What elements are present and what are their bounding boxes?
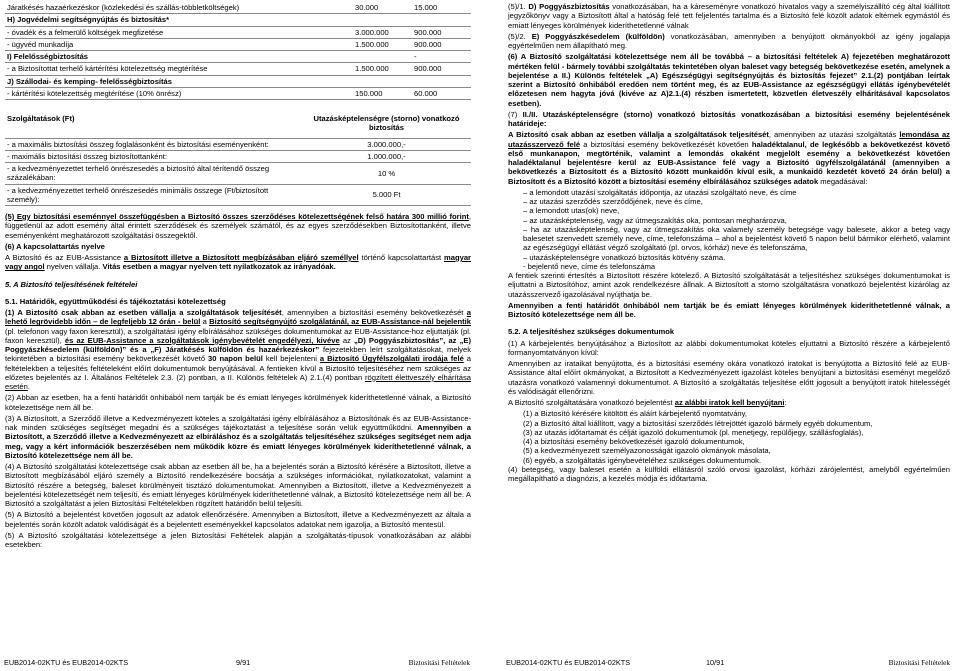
r-para-claims-2: Amennyiben az irataikat benyújtotta, és a biztosítási esemény okára vonatkozó iratokat is benyújtotta a Biztosító felé az EUB-Assistance által előírt okmányokat, a Biztosított a Kedvezményezett igazolást köteles benyújtani a biztosítási eseményt megelőző utazásra vonatkozó valamennyi dokumentumot. A Biztosító a szolgáltatás teljesítése előtt jogosult a benyújtott iratok hitelességét és valódiságát ellenőrizni. (508, 359, 950, 396)
service-row (5, 138, 471, 150)
list-item: – a lemondott utas(ok) neve, (523, 206, 620, 216)
fee-value: - (412, 51, 471, 63)
fee-label: - ügyvéd munkadíja (5, 38, 353, 50)
fee-label: - óvadék és a felmerülő költségek megfizetése (5, 26, 353, 38)
fee-value: 30.000 (353, 2, 412, 14)
footer-page-number: 9/91 (236, 658, 251, 667)
r-para-notice: A fentiek szerinti értesítés a Biztosított részére kötelező. A Biztosító szolgáltatását a teljesítéshez szükséges dokumentumokat is eljuttatni a Biztosítóhoz, amint azok rendelkezésre állnak. A Biztosított a storno szolgáltatásra vonatkozó bejelentést kizárólag az utazásszervező igazolásával nyújthatja be. (508, 271, 950, 299)
r-para-6: (6) A Biztosító szolgáltatási kötelezettsége nem áll be továbbá – a biztosítási feltételek A) fejezetében meghatározott mértéken felül - bármely további szolgáltatás tekintetében olyan baleset vagy betegség bekövetkezése esetén, amelynek a bejelentése a II.) Különös feltételek „A) Egészségügyi segítségnyújtás és biztosítás fejezet” 2.1.(2) pontjában leírtak szerint a Biztosító önhibából eredően nem történt meg, és az EUB-Assistance az egészségügyi ellátás igénybevételét előzetesen nem hagyta jóvá (kivéve az A)2.1.(4) részben ismertetett, közvetlen életveszély elhárításával kapcsolatos esetben). (508, 52, 950, 108)
footer-doc-id: EUB2014-02KTU és EUB2014-02KTS (506, 658, 631, 667)
list-item: – ha az utazásképtelenség, vagy az útmegszakítás oka valamely személy betegsége vagy balesete, akkor a beteg vagy balesetet szenvedett személy neve, címe, telefonszáma – ahol a bejelentést követő 5 napon belül bármikor elérhető, valamint az egészségügyi ellátást végző szolgáltató (pl. orvos, kórház) neve és telefonszáma, (523, 224, 950, 253)
r-para-claims: (1) A kárbejelentés benyújtásához a Biztosított az alábbi dokumentumokat köteles eljuttatni a Biztosító részére a kárbejelentő formanyomtatványon kívül: (508, 338, 950, 357)
fee-value: 1.500.000 (353, 63, 412, 75)
fee-table (5, 2, 471, 100)
r-list (508, 188, 950, 271)
fee-label: J) Szállodai- és kemping- felelősségbiztosítás (5, 75, 353, 87)
fee-row (5, 75, 471, 87)
left-footer (0, 659, 480, 669)
paragraph-1: (1) A Biztosító csak abban az esetben vállalja a szolgáltatások teljesítését, amennyiben a biztosítási esemény bekövetkezését a lehető legrövidebb időn – de legfeljebb 12 órán - belül a Biztosító segítségnyújtó szolgálatánál, az EUB-Assistance-nál bejelentik (pl. telefonon vagy faxon keresztül), a szolgáltatási igény elbírálásához szükséges dokumentumokat az EUB-Assistance-hoz eljuttatják (pl. faxon keresztül), és az EUB-Assistance a szolgáltatások igénybevételét engedélyezi, kivéve az „D) Poggyászbiztosítás”, az „E) Poggyászkésedelem (külföldön)” és a „F) Járatkésés külföldön és hazaérkezéskor” fejezetekben leírt szolgáltatásokat, melyek tekintetében a biztosítási esemény bekövetkezését követő 30 napon belül kell bejelenteni a Biztosító Ügyfélszolgálati irodája felé a feltételekben a teljesítés feltételeként előírt dokumentumok benyújtásával. A fentieken kívül a Biztosító teljesítéséhez nem szükséges az előzetes bejelentés az I. Általános Feltételek 2.3. (2) pontban, a II. Különös feltételek A) 2.1.(4) pontban rögzített élettveszély elhárítása esetén. (5, 308, 471, 391)
r-para-7: (7) II./II. Utazásképtelenségre (storno) vonatkozó biztosítás vonatkozásában a biztosítási esemény bejelentésének határideje: (508, 109, 950, 128)
service-row (5, 184, 471, 206)
fee-value: 15.000 (412, 2, 471, 14)
service-table-head-left: Szolgáltatások (Ft) (5, 112, 302, 138)
service-value: 1.000.000,- (302, 150, 471, 162)
r-para-5-2: (5)/2. E) Poggyászkésedelem (külföldön) vonatkozásában, amennyiben a benyújtott okmányokból az igény jogalapja egyértelműen nem állapítható meg. (508, 31, 950, 50)
list-item: (3) az utazás időtartamát és célját igazoló dokumentumok (pl. menetjegy, repülőjegy, szállásfoglalás), (523, 427, 864, 437)
fee-row (5, 87, 471, 99)
service-value: 5.000 Ft (302, 184, 471, 206)
service-value: 3.000.000,- (302, 138, 471, 150)
fee-value: 900.000 (412, 63, 471, 75)
fee-label: I) Felelősségbiztosítás (5, 51, 353, 63)
list-item: – az utazásképtelenség, vagy az útmegszakítás oka, pontosan megharározva, (523, 215, 787, 225)
fee-value: 150.000 (353, 87, 412, 99)
r-para-7-body: A Biztosító csak abban az esetben vállalja a szolgáltatások teljesítését, amennyiben az utazási szolgáltatás lemondása az utazásszervező felé a biztosítási esemény bekövetkezését követően haladéktalanul, de legkésőbb a bekövetkezést követő első munkanapon, megtörténik, valamint a lemondás okaként megjelölt esemény a bekövetkezést követően haladéktalanul bejelentésre kerül az EUB-Assistance felé vagy a Biztosító ügyfélszolgálatánál (amennyiben a bekövetkezés a Biztosított és a Biztosító között munkaidőn kívül esik, a munkaidő kezdetét követő 24 órán belül) a Biztosított és a Biztosító között a biztosítási esemény elbírálásához szükséges adatok megadásával: (508, 130, 950, 186)
service-label: - maximális biztosítási összeg biztosítottanként: (5, 150, 302, 162)
r-list-2 (508, 409, 950, 465)
fee-row (5, 26, 471, 38)
service-value: 10 % (302, 163, 471, 185)
list-item: (4) a biztosítási esemény bekövetkezését igazoló dokumentumok, (523, 437, 745, 446)
r-para-5-1: (5)/1. D) Poggyászbiztosítás vonatkozásában, ha a káreseményre vonatkozó hivatalos vagy a személyiszállító cég által kiállított jegyzőkönyv vagy a Biztosított által a hatóság felé tett feljelentés tartalma és a Biztosító felé közölt adatok eltérnek egymástól és emiatt lényeges körülmények kideríthetetlenné válnak (508, 2, 950, 30)
footer-title: Biztosítási Feltételek (888, 658, 950, 667)
fee-value (353, 51, 412, 63)
fee-value (412, 75, 471, 87)
fee-value (353, 75, 412, 87)
list-item: – az utazási szerződés szerződőjének, neve és címe, (523, 197, 703, 206)
paragraph-6-title: (6) A kapcsolattartás nyelve (5, 241, 105, 251)
list-item: (1) a Biztosító kérésére kitöltött és aláírt kárbejelentő nyomtatvány, (523, 409, 747, 419)
footer-title: Biztosítási Feltételek (408, 658, 470, 667)
fee-value: 900.000 (412, 38, 471, 50)
section-5-heading: 5. A Biztosító teljesítésének feltételei (5, 279, 138, 289)
fee-row (5, 14, 471, 26)
service-label: - a kedvezményezettet terhelő önrészesedés a biztosító által térítendő összeg százalékában: (5, 163, 302, 185)
fee-value: 3.000.000 (353, 26, 412, 38)
paragraph-5: (5) Egy biztosítási eseménnyel összefüggésben a Biztosító összes szerződéses kötelezettségének felső határa 300 millió forint, függetlenül az adott esemény által érintett szerződések és személyek számától, és az egyes szerződésekben Biztosítottanként, illetve eseményenként meghatározott szolgáltatási összegektől. (5, 212, 471, 240)
paragraph-3: (3) A Biztosított, a Szerződő illetve a Kedvezményezett köteles a szolgáltatási igény elbírálásához a Biztosítónak és az EUB-Assistance-nak minden szükséges segítséget megadni és a szükséges tájékoztatást a teljesítése során velük együttműködni. Amennyiben a Biztosított, a Szerződő illetve a Kedvezményezett az elbíráláshoz és a szolgáltatás teljesítéséhez szükséges segítséget nem adja meg, vagy a kért információk beszerzésében nem működik közre és emiatt lényeges körülmények kideríthetetlenné válnak, a Biztosító kötelezettsége nem áll be. (5, 413, 471, 460)
service-label: - a kedvezményezettet terhelő önrészesedés minimális összege (Ft/biztosított személy): (5, 184, 302, 206)
list-item: (2) a Biztosító által kiállított, vagy a biztosítási szerződés létrejöttét igazoló bármely egyéb dokumentum, (523, 418, 873, 428)
section-5-1-heading: 5.1. Határidők, együttműködési és tájékoztatási kötelezettség (5, 296, 226, 306)
footer-page-number: 10/91 (706, 658, 725, 667)
fee-value: 60.000 (412, 87, 471, 99)
fee-row (5, 38, 471, 50)
list-item: - bejelentő neve, címe és telefonszáma (523, 261, 656, 271)
list-item: – utazásképtelenségre vonatkozó biztosítás kötvény száma. (523, 252, 726, 262)
service-label: - a maximális biztosítási összeg foglalásonként és biztosítási eseményenként: (5, 138, 302, 150)
list-item: – a lemondott utazási szolgáltatás időpontja, az utazási szolgáltató neve, és címe (523, 187, 797, 197)
fee-value (353, 14, 412, 26)
r-para-deadline: Amennyiben a fenti határidőt önhibából nem tartják be és emiatt lényeges körülmények kideríthetetlenné válnak, a Biztosító kötelezettsége nem áll be. (508, 300, 950, 319)
service-table (5, 112, 471, 206)
fee-label: Járatkésés hazaérkezéskor (közlekedési és szállás-többletköltségek) (5, 2, 353, 14)
fee-label: - a Biztosítottat terhelő kártérítési kötelezettség megtérítése (5, 63, 353, 75)
footer-doc-id: EUB2014-02KTU és EUB2014-02KTS (4, 658, 129, 667)
right-footer (486, 659, 960, 669)
fee-value: 1.500.000 (353, 38, 412, 50)
fee-row (5, 63, 471, 75)
fee-value (412, 14, 471, 26)
fee-value: 900.000 (412, 26, 471, 38)
paragraph-last: (5) A Biztosító szolgáltatási kötelezettsége a jelen Biztosítási Feltételek alapján a szolgáltatás-típusok vonatkozásában az alábbi esetekben: (5, 530, 471, 549)
list-item: (5) a kedvezményezett személyazonosságát igazoló okmányok másolata, (523, 446, 771, 456)
paragraph-5x: (5) A Biztosító a bejelentést követően jogosult az adatok ellenőrzésére. Amennyiben a Biztosított, illetve a Kedvezményezett az általa a bejelentés során közölt adatok valódiságát és a bejelentett eseményekkel kapcsolatos adatokat nem igazolja, a Biztosító mentesül. (5, 510, 471, 529)
list-item: (6) egyéb, a szolgáltatás igénybevételéhez szükséges dokumentumok. (523, 455, 762, 465)
fee-label: H) Jogvédelmi segítségnyújtás és biztosítás* (5, 14, 353, 26)
paragraph-4: (4) A Biztosító szolgáltatási kötelezettsége csak abban az esetben áll be, ha a bejelentés során a Biztosító kérésére a Biztosított, illetve a Biztosított megbízásából eljáró személy a Biztosító rendelkezésére bocsátja a szükséges információkat, nyilatkozatokat, valamint a Biztosító részére a betegség, baleset körülményeit tisztázó dokumentumokat. Amennyiben a Biztosított, illetve a Kedvezményezett a bejelentési kötelezettségét nem teljesíti, és emiatt lényeges körülmények kideríthetetlenné válnak, a Biztosító kötelezettsége nem áll be. A Biztosító a szolgáltatást a jelen Biztosítási Feltételekben rögzített határidőn belül teljesíti. (5, 462, 471, 508)
service-table-head-right: Utazásképtelenségre (storno) vonatkozó biztosítás (302, 112, 471, 138)
r-section-5-2-heading: 5.2. A teljesítéshez szükséges dokumentumok (508, 327, 675, 337)
fee-row (5, 51, 471, 63)
fee-row (5, 2, 471, 14)
r-para-claims-3: A Biztosító szolgáltatására vonatkozó bejelentést az alábbi iratok kell benyújtani: (508, 398, 787, 407)
right-page (486, 0, 960, 671)
service-row (5, 150, 471, 162)
service-row (5, 163, 471, 185)
paragraph-6: A Biztosító és az EUB-Assistance a Biztosított illetve a Biztosított megbízásában eljáró személlyel történő kapcsolattartást magyar vagy angol nyelven vállalja. Vitás esetben a magyar nyelven tett nyilatkozatok az irányadóak. (5, 253, 472, 272)
r-para-medical: (4) betegség, vagy baleset esetén a külföldi ellátásról szóló orvosi igazolást, kórházi zárójelentést, amelyből egyértelműen megállapítható a diagnózis, a kezelés módja és időtartama. (508, 464, 950, 483)
fee-label: - kártérítési kötelezettség megtérítése (10% önrész) (5, 87, 353, 99)
paragraph-2: (2) Abban az esetben, ha a fenti határidőt önhibából nem tartják be és emiatt lényeges körülmények kideríthetetlenné válnak, a Biztosító kötelezettsége nem áll be. (5, 393, 471, 412)
